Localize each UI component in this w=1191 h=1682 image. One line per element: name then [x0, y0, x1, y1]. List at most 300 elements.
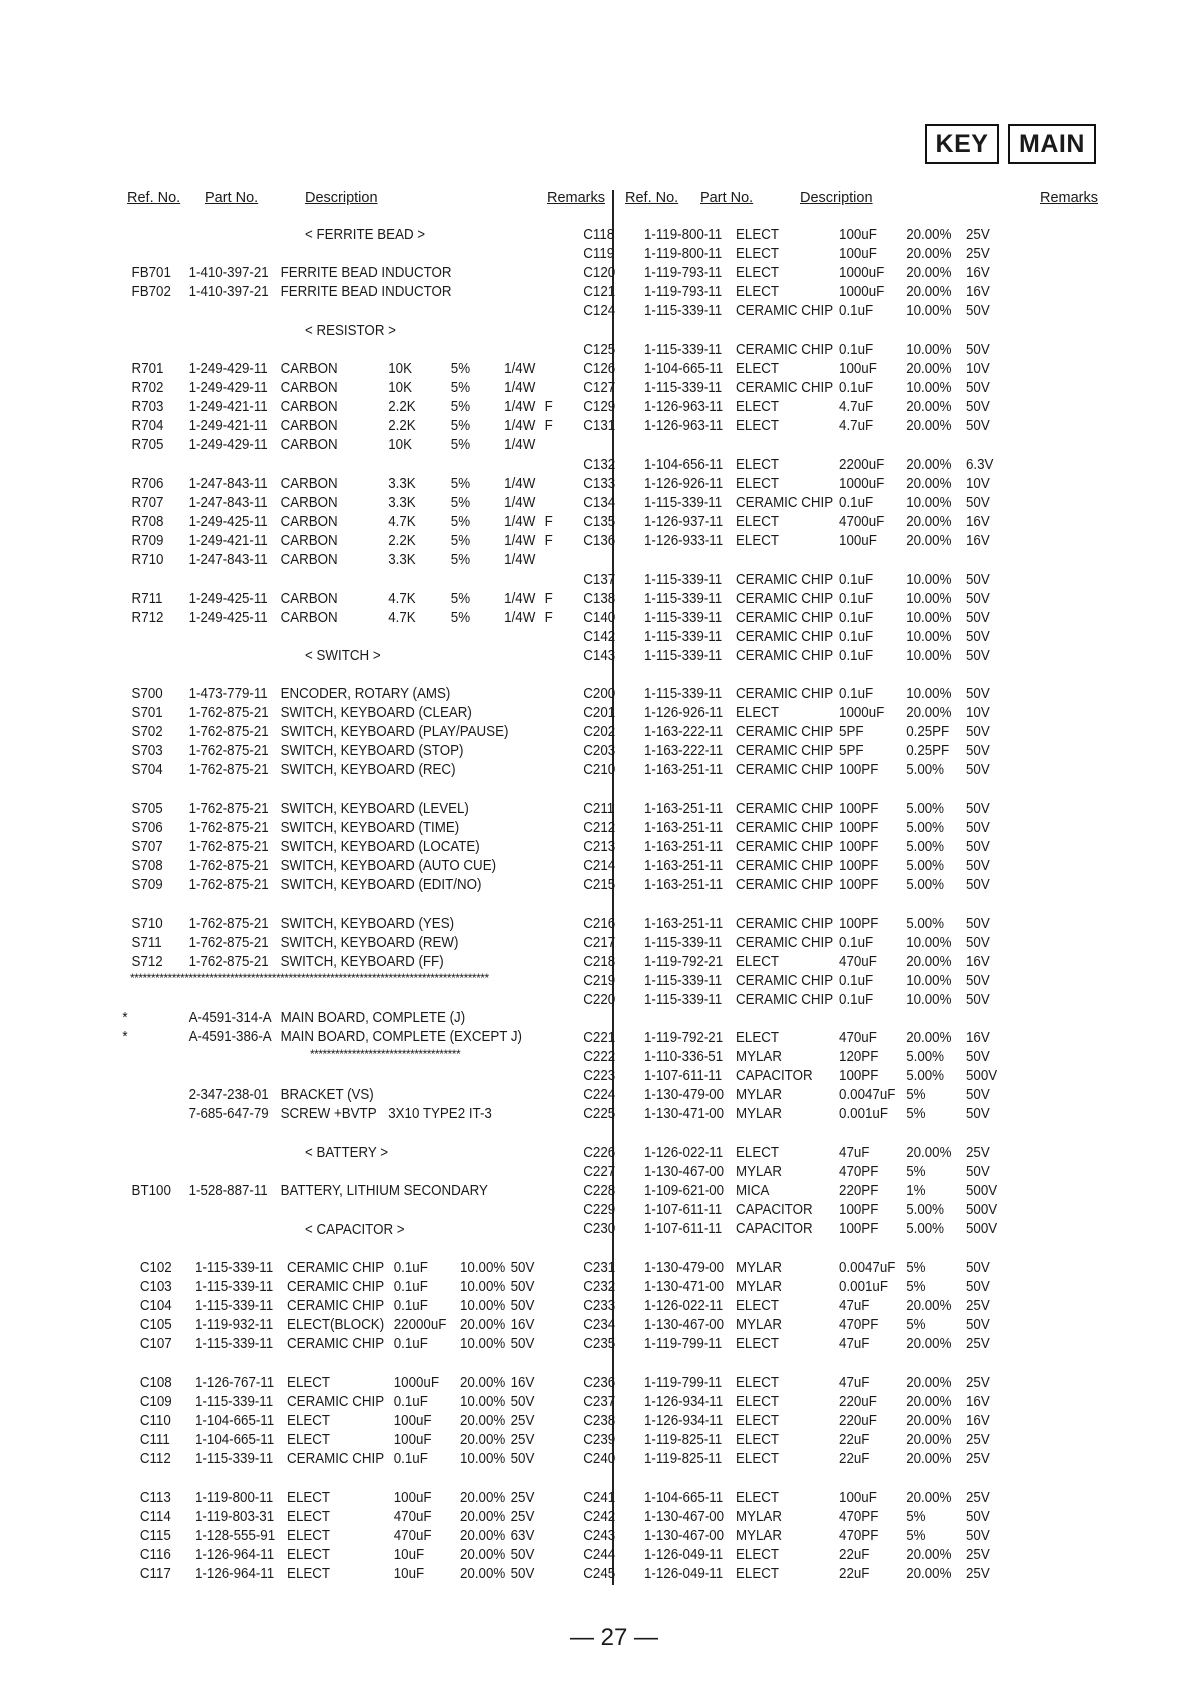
tolerance: 20.00%	[906, 1566, 952, 1582]
value: 120PF	[839, 1049, 879, 1065]
description: ELECT	[736, 514, 780, 530]
value: 0.1uF	[839, 973, 874, 989]
ref-no: C239	[583, 1432, 616, 1448]
ref-no: C119	[583, 246, 615, 262]
description: CERAMIC CHIP	[736, 762, 834, 778]
rating: 25V	[510, 1432, 535, 1448]
description: CAPACITOR	[736, 1202, 813, 1218]
value: 0.1uF	[393, 1279, 428, 1295]
tolerance: 10.00%	[460, 1336, 506, 1352]
description: ELECT	[736, 954, 780, 970]
value: 0.001uF	[839, 1279, 889, 1295]
rating: 500V	[966, 1221, 998, 1237]
part-no: 7-685-647-79	[188, 1106, 269, 1122]
ref-no: C233	[583, 1298, 616, 1314]
parts-row	[0, 1163, 1012, 1182]
description: CARBON	[280, 610, 338, 626]
parts-row	[0, 590, 1012, 609]
rating: 50V	[966, 1317, 990, 1333]
parts-row	[0, 1182, 1012, 1201]
main-label-box: MAIN	[1008, 124, 1096, 164]
tolerance: 5%	[450, 399, 471, 415]
value: 0.1uF	[839, 303, 874, 319]
parts-row	[0, 761, 1012, 780]
rating: 500V	[966, 1202, 998, 1218]
value: 220uF	[839, 1394, 877, 1410]
ref-no: C143	[583, 648, 616, 664]
description: CERAMIC CHIP	[736, 495, 834, 511]
description: CERAMIC CHIP	[736, 610, 834, 626]
ref-no: R712	[131, 610, 164, 626]
description: CERAMIC CHIP	[287, 1279, 385, 1295]
description: CERAMIC CHIP	[736, 973, 834, 989]
value: 470PF	[839, 1164, 879, 1180]
ref-no: C103	[139, 1279, 172, 1295]
description: SWITCH, KEYBOARD (AUTO CUE)	[280, 858, 497, 874]
tolerance: 10.00%	[906, 610, 952, 626]
description: CARBON	[280, 514, 338, 530]
part-no: 1-115-339-11	[644, 303, 723, 319]
description: CAPACITOR	[736, 1068, 813, 1084]
ref-no: C114	[139, 1509, 171, 1525]
parts-row	[0, 704, 1012, 723]
parts-row	[0, 245, 1012, 264]
part-no: 1-107-611-11	[644, 1068, 723, 1084]
parts-row	[0, 494, 1012, 513]
description: ELECT	[736, 457, 780, 473]
ref-no: C127	[583, 380, 616, 396]
ref-no: C136	[583, 533, 616, 549]
ref-no: R702	[131, 380, 164, 396]
ref-no: *	[122, 1010, 128, 1026]
ref-no: C112	[139, 1451, 171, 1467]
part-no: 1-130-471-00	[644, 1279, 725, 1295]
header-description-right: Description	[800, 190, 873, 206]
tolerance: 20.00%	[906, 1432, 952, 1448]
value: 470PF	[839, 1528, 879, 1544]
part-no: 1-126-964-11	[195, 1547, 275, 1563]
tolerance: 5.00%	[906, 839, 945, 855]
ref-no: C217	[583, 935, 616, 951]
rating: 50V	[966, 839, 990, 855]
description: MYLAR	[736, 1509, 782, 1525]
part-no: 1-163-251-11	[644, 877, 724, 893]
tolerance: 20.00%	[906, 1547, 952, 1563]
value: 100uF	[393, 1490, 432, 1506]
rating: 6.3V	[966, 457, 994, 473]
part-no: 1-115-339-11	[195, 1298, 274, 1314]
parts-row	[0, 513, 1012, 532]
rating: 50V	[966, 724, 990, 740]
parts-row	[0, 1144, 1012, 1163]
ref-no: S709	[131, 877, 163, 893]
rating: 50V	[966, 572, 990, 588]
ref-no: FB701	[131, 265, 171, 281]
ref-no: R707	[131, 495, 164, 511]
tolerance: 20.00%	[906, 954, 952, 970]
rating: 50V	[510, 1451, 535, 1467]
tolerance: 20.00%	[906, 361, 952, 377]
rating: 25V	[966, 1145, 990, 1161]
parts-row	[0, 1374, 1012, 1393]
part-no: 1-126-963-11	[644, 418, 724, 434]
value: 2200uF	[839, 457, 885, 473]
rating: 50V	[966, 610, 990, 626]
tolerance: 10.00%	[906, 572, 952, 588]
flag: F	[544, 591, 553, 607]
description: ELECT(BLOCK)	[287, 1317, 385, 1333]
parts-row	[0, 1431, 1012, 1450]
description: CERAMIC CHIP	[736, 572, 834, 588]
ref-no: C223	[583, 1068, 616, 1084]
description: CARBON	[280, 418, 338, 434]
value: 470uF	[393, 1528, 432, 1544]
description: ELECT	[736, 1547, 780, 1563]
description: ELECT	[287, 1528, 331, 1544]
rating: 50V	[510, 1298, 535, 1314]
rating: 50V	[510, 1260, 535, 1276]
separator-line: ************************************	[310, 1047, 461, 1061]
ref-no: C133	[583, 476, 616, 492]
ref-no: C218	[583, 954, 616, 970]
section-heading: < RESISTOR >	[305, 323, 396, 339]
ref-no: C213	[583, 839, 616, 855]
header-ref-no-right: Ref. No.	[625, 190, 679, 206]
rating: 25V	[510, 1413, 535, 1429]
rating: 500V	[966, 1183, 998, 1199]
description: ELECT	[736, 246, 780, 262]
description: ELECT	[736, 705, 780, 721]
description: CERAMIC CHIP	[736, 686, 834, 702]
ref-no: C121	[583, 284, 616, 300]
description: ELECT	[287, 1509, 331, 1525]
description: ELECT	[736, 284, 780, 300]
part-no: 1-473-779-11	[188, 686, 268, 702]
part-no: 1-115-339-11	[644, 591, 723, 607]
value: 220PF	[839, 1183, 879, 1199]
ref-no: C124	[583, 303, 616, 319]
tolerance: 20.00%	[460, 1413, 506, 1429]
part-no: 1-762-875-21	[188, 801, 269, 817]
rating: 50V	[510, 1336, 535, 1352]
tolerance: 5%	[450, 533, 471, 549]
tolerance: 5%	[450, 610, 471, 626]
part-no: 1-115-339-11	[644, 686, 723, 702]
value: 10K	[388, 380, 412, 396]
part-no: 1-249-429-11	[188, 361, 268, 377]
rating: 16V	[966, 1413, 990, 1429]
description: CERAMIC CHIP	[736, 648, 834, 664]
description: MYLAR	[736, 1279, 782, 1295]
rating: 50V	[966, 380, 990, 396]
tolerance: 20.00%	[460, 1509, 506, 1525]
ref-no: C220	[583, 992, 616, 1008]
part-no: 1-762-875-21	[188, 705, 269, 721]
value: 470uF	[839, 1030, 877, 1046]
tolerance: 10.00%	[460, 1394, 506, 1410]
part-no: 1-126-049-11	[644, 1566, 724, 1582]
tolerance: 5.00%	[906, 916, 945, 932]
rating: 63V	[510, 1528, 535, 1544]
value: 22uF	[839, 1566, 870, 1582]
part-no: 1-119-932-11	[195, 1317, 274, 1333]
parts-row	[0, 953, 1012, 972]
part-no: 1-115-339-11	[644, 992, 723, 1008]
parts-row	[0, 838, 1012, 857]
tolerance: 5%	[450, 514, 471, 530]
value: 2.2K	[388, 533, 416, 549]
description: ELECT	[736, 265, 780, 281]
part-no: 1-762-875-21	[188, 858, 269, 874]
tolerance: 5.00%	[906, 877, 945, 893]
ref-no: C137	[583, 572, 616, 588]
description: ELECT	[736, 476, 780, 492]
tolerance: 20.00%	[906, 514, 952, 530]
ref-no: C203	[583, 743, 616, 759]
part-no: 1-126-022-11	[644, 1298, 724, 1314]
rating: 25V	[966, 1566, 990, 1582]
ref-no: S710	[131, 916, 163, 932]
part-no: 1-115-339-11	[644, 572, 723, 588]
parts-row	[0, 1316, 1012, 1335]
ref-no: C241	[583, 1490, 616, 1506]
description: ELECT	[736, 1432, 780, 1448]
part-no: 1-130-467-00	[644, 1317, 725, 1333]
description: CARBON	[280, 495, 338, 511]
description: SWITCH, KEYBOARD (CLEAR)	[280, 705, 472, 721]
part-no: 1-163-251-11	[644, 858, 724, 874]
value: 0.1uF	[393, 1260, 428, 1276]
ref-no: C231	[583, 1260, 616, 1276]
ref-no: S711	[131, 935, 162, 951]
rating: 50V	[510, 1547, 535, 1563]
tolerance: 20.00%	[460, 1375, 506, 1391]
value: 100PF	[839, 801, 879, 817]
part-no: 1-126-022-11	[644, 1145, 724, 1161]
ref-no: C110	[139, 1413, 171, 1429]
ref-no: C219	[583, 973, 616, 989]
parts-row	[0, 341, 1012, 360]
part-no: 1-119-825-11	[644, 1451, 723, 1467]
tolerance: 10.00%	[906, 342, 952, 358]
ref-no: C243	[583, 1528, 616, 1544]
tolerance: 5%	[450, 380, 471, 396]
part-no: 1-249-425-11	[188, 610, 268, 626]
ref-no: C125	[583, 342, 616, 358]
part-no: 1-104-665-11	[644, 361, 724, 377]
ref-no: C140	[583, 610, 616, 626]
ref-no: FB702	[131, 284, 171, 300]
part-no: 1-163-251-11	[644, 820, 724, 836]
description: ELECT	[736, 1375, 780, 1391]
ref-no: C113	[139, 1490, 171, 1506]
part-no: 1-104-665-11	[644, 1490, 724, 1506]
tolerance: 20.00%	[906, 1451, 952, 1467]
tolerance: 10.00%	[460, 1451, 506, 1467]
parts-row	[0, 723, 1012, 742]
value: 4.7K	[388, 610, 416, 626]
value: 0.1uF	[839, 648, 874, 664]
part-no: 1-410-397-21	[188, 284, 269, 300]
parts-row	[0, 819, 1012, 838]
parts-row	[0, 475, 1012, 494]
tolerance: 20.00%	[906, 1336, 952, 1352]
description: ELECT	[736, 1298, 780, 1314]
part-no: 1-249-425-11	[188, 514, 268, 530]
tolerance: 5%	[450, 552, 471, 568]
value: 100PF	[839, 820, 879, 836]
description: MYLAR	[736, 1317, 782, 1333]
part-no: 1-762-875-21	[188, 935, 269, 951]
description: MYLAR	[736, 1049, 782, 1065]
value: 0.1uF	[393, 1451, 428, 1467]
description: CERAMIC CHIP	[736, 858, 834, 874]
ref-no: C104	[139, 1298, 172, 1314]
value: 10K	[388, 361, 412, 377]
description: ELECT	[736, 1451, 780, 1467]
rating: 1/4W	[504, 418, 536, 434]
description: CERAMIC CHIP	[736, 629, 834, 645]
tolerance: 20.00%	[460, 1528, 506, 1544]
tolerance: 20.00%	[460, 1490, 506, 1506]
description: SWITCH, KEYBOARD (FF)	[280, 954, 444, 970]
parts-row	[0, 876, 1012, 895]
rating: 50V	[966, 801, 990, 817]
tolerance: 20.00%	[906, 1375, 952, 1391]
rating: 50V	[966, 648, 990, 664]
part-no: 1-115-339-11	[644, 495, 723, 511]
value: 100PF	[839, 1202, 879, 1218]
tolerance: 5%	[450, 591, 471, 607]
part-no: 1-115-339-11	[195, 1260, 274, 1276]
part-no: A-4591-386-A	[188, 1029, 272, 1045]
description: ELECT	[287, 1547, 331, 1563]
part-no: 1-126-767-11	[195, 1375, 275, 1391]
part-no: 1-247-843-11	[188, 476, 268, 492]
key-label-box: KEY	[925, 124, 999, 164]
description: ELECT	[736, 1030, 780, 1046]
ref-no: R705	[131, 437, 164, 453]
description: CERAMIC CHIP	[736, 743, 834, 759]
value: 470uF	[839, 954, 877, 970]
tolerance: 5%	[906, 1106, 926, 1122]
header-part-no-right: Part No.	[700, 190, 754, 206]
part-no: 1-119-799-11	[644, 1336, 723, 1352]
ref-no: C228	[583, 1183, 616, 1199]
value: 4.7K	[388, 514, 416, 530]
header-remarks: Remarks	[547, 190, 606, 206]
tolerance: 5%	[906, 1509, 926, 1525]
parts-row	[0, 379, 1012, 398]
value: 220uF	[839, 1413, 877, 1429]
rating: 50V	[966, 820, 990, 836]
rating: 1/4W	[504, 476, 536, 492]
rating: 50V	[966, 1279, 990, 1295]
tolerance: 20.00%	[460, 1317, 506, 1333]
value: 47uF	[839, 1336, 870, 1352]
flag: F	[544, 610, 553, 626]
ref-no: R709	[131, 533, 164, 549]
tolerance: 20.00%	[906, 476, 952, 492]
part-no: 1-110-336-51	[644, 1049, 724, 1065]
rating: 1/4W	[504, 380, 536, 396]
ref-no: C245	[583, 1566, 616, 1582]
ref-no: C120	[583, 265, 616, 281]
tolerance: 5%	[906, 1087, 926, 1103]
part-no: 1-115-339-11	[195, 1279, 274, 1295]
tolerance: 5%	[906, 1260, 926, 1276]
part-no: 2-347-238-01	[188, 1087, 269, 1103]
tolerance: 5%	[906, 1317, 926, 1333]
parts-row	[0, 398, 1012, 417]
part-no: 1-126-964-11	[195, 1566, 275, 1582]
value: 100uF	[839, 227, 877, 243]
description: SCREW +BVTP	[280, 1106, 377, 1122]
value: 3.3K	[388, 552, 416, 568]
part-no: 1-126-934-11	[644, 1394, 724, 1410]
ref-no: S705	[131, 801, 163, 817]
tolerance: 5.00%	[906, 858, 945, 874]
value: 47uF	[839, 1375, 870, 1391]
description: CERAMIC CHIP	[736, 801, 834, 817]
part-no: 1-249-421-11	[188, 418, 268, 434]
value: 100uF	[839, 1490, 877, 1506]
part-no: 1-163-251-11	[644, 762, 724, 778]
ref-no: R711	[131, 591, 163, 607]
part-no: 1-119-792-21	[644, 954, 724, 970]
value: 22uF	[839, 1547, 870, 1563]
tolerance: 20.00%	[906, 533, 952, 549]
ref-no: C126	[583, 361, 616, 377]
tolerance: 20.00%	[906, 399, 952, 415]
part-no: 1-104-656-11	[644, 457, 724, 473]
description: CERAMIC CHIP	[287, 1336, 385, 1352]
rating: 1/4W	[504, 591, 536, 607]
description: SWITCH, KEYBOARD (LOCATE)	[280, 839, 480, 855]
rating: 50V	[966, 495, 990, 511]
part-no: 1-104-665-11	[195, 1413, 275, 1429]
description: ELECT	[736, 361, 780, 377]
part-no: 1-119-793-11	[644, 284, 723, 300]
ref-no: C229	[583, 1202, 616, 1218]
part-no: 1-115-339-11	[644, 648, 723, 664]
ref-no: S707	[131, 839, 163, 855]
parts-row	[0, 647, 1012, 666]
description: ELECT	[287, 1375, 331, 1391]
header-part-no: Part No.	[205, 190, 259, 206]
parts-row	[0, 1105, 1012, 1124]
ref-no: C107	[139, 1336, 172, 1352]
value: 0.1uF	[393, 1336, 428, 1352]
ref-no: S704	[131, 762, 163, 778]
rating: 10V	[966, 476, 990, 492]
value: 1000uF	[839, 265, 885, 281]
part-no: 1-762-875-21	[188, 820, 269, 836]
part-no: 1-163-251-11	[644, 801, 724, 817]
tolerance: 5%	[906, 1279, 926, 1295]
ref-no: C202	[583, 724, 616, 740]
parts-row	[0, 456, 1012, 475]
description: ELECT	[736, 1394, 780, 1410]
value: 100PF	[839, 858, 879, 874]
rating: 16V	[966, 533, 990, 549]
part-no: 1-119-803-31	[195, 1509, 275, 1525]
parts-row	[0, 685, 1012, 704]
value: 4.7uF	[839, 399, 874, 415]
parts-row	[0, 360, 1012, 379]
rating: 50V	[966, 935, 990, 951]
ref-no: R710	[131, 552, 164, 568]
